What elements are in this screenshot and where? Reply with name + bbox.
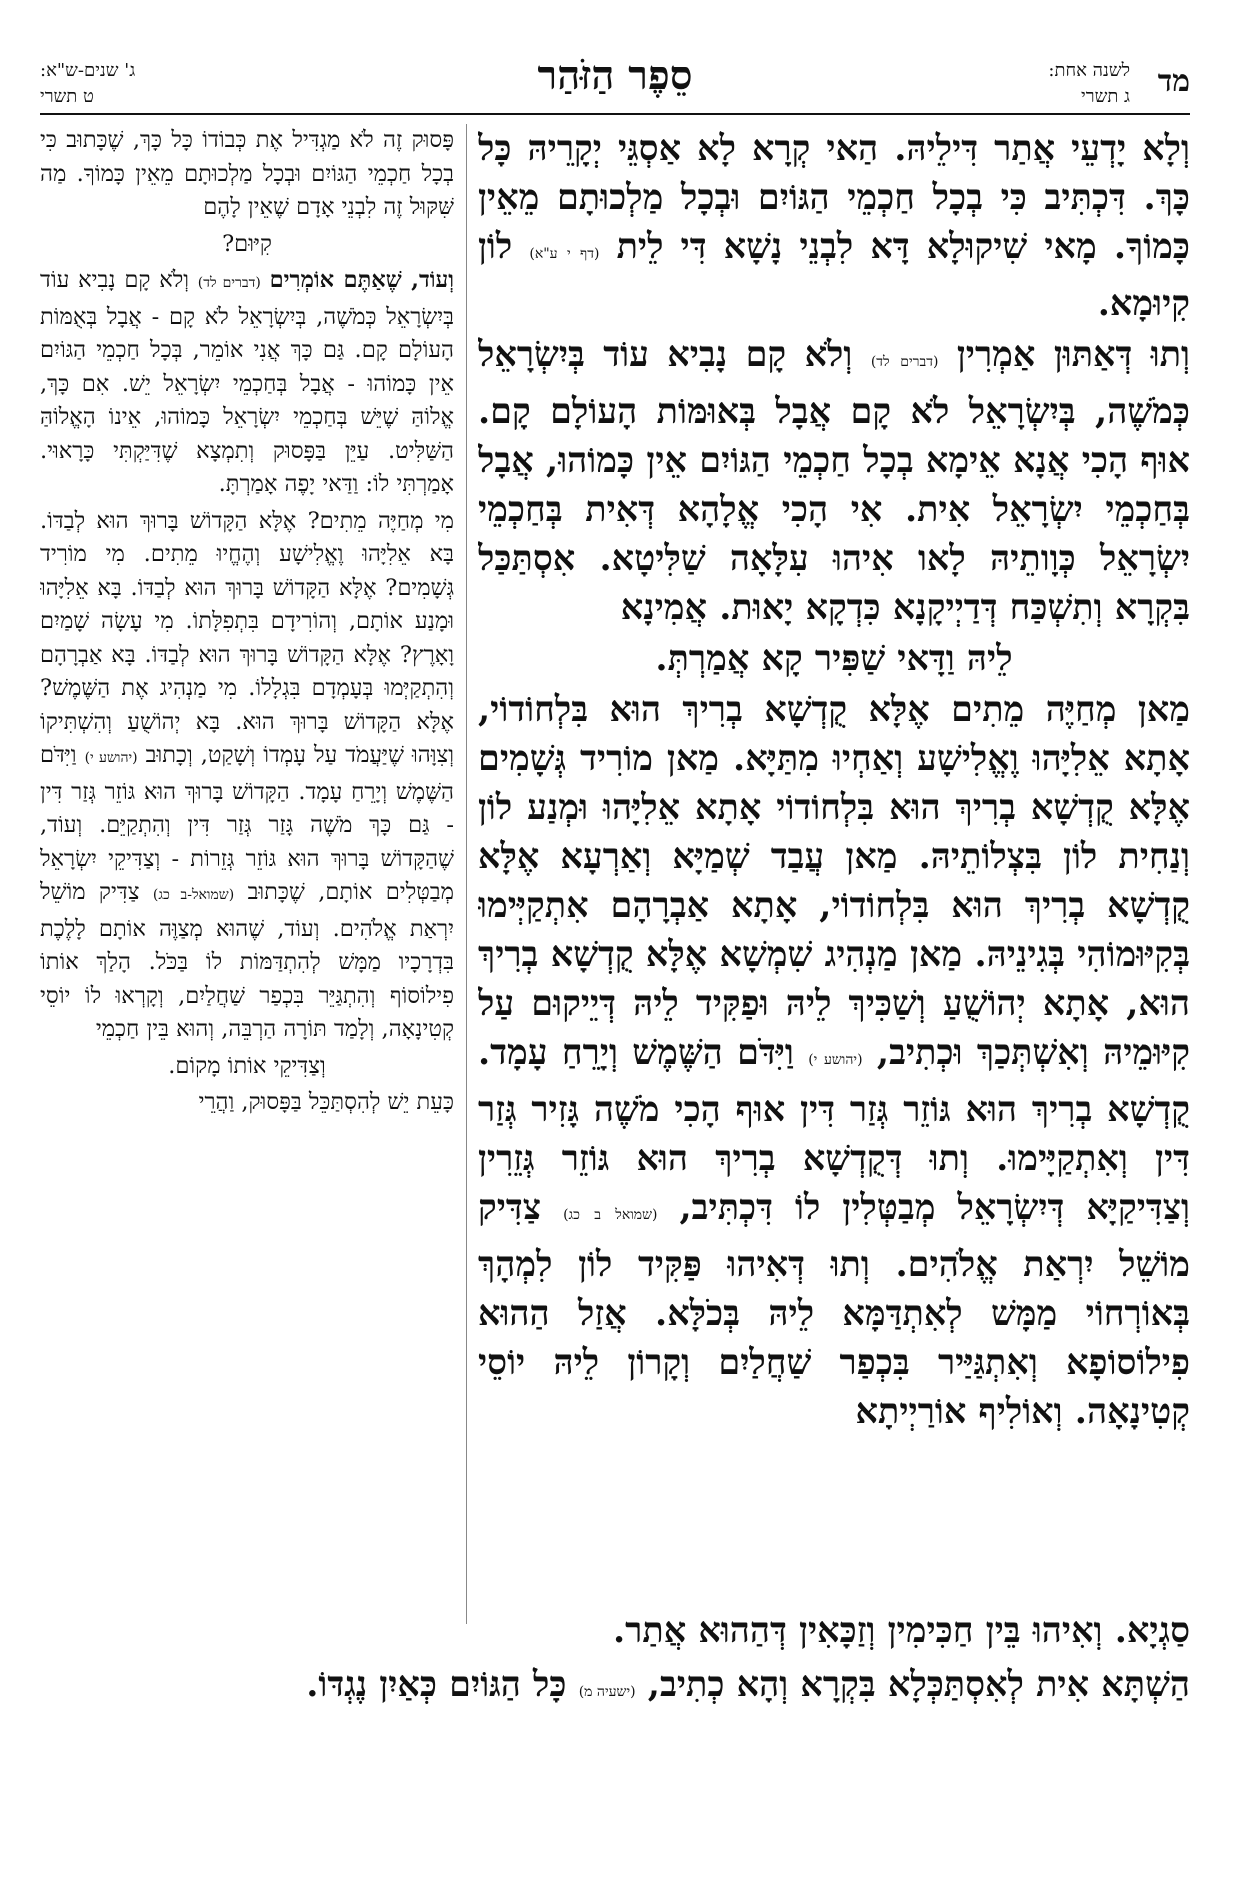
header-divider: [40, 113, 1190, 115]
side-p3-text: מִי מְחַיֶּה מֵתִים? אֶלָּא הַקָּדוֹשׁ בָּרוּךְ הוּא לְבַדּוֹ. בָּא אֵלִיָּהוּ וֶאֱלִישָׁע וְהֶחֱיוּ מֵתִים. מִי מוֹרִיד גְּשָׁמִים? אֶלָּא הַקָּדוֹשׁ בָּרוּךְ הוּא לְבַדּוֹ. בָּא אֵלִיָּהוּ וּמָנַע אוֹתָם, וְהוֹרִידָם בִּתְפִלָּתוֹ. מִי עָשָׂה שָׁמַיִם וָאָרֶץ? אֶלָּא הַקָּדוֹשׁ בָּרוּךְ הוּא לְבַדּוֹ. בָּא אַבְרָהָם וְהִתְקַיְּמוּ בְּעָמְדָם בִּגְלָלוֹ. מִי מַנְהִיג אֶת הַשֶּׁמֶשׁ? אֶלָּא הַקָּדוֹשׁ בָּרוּךְ הוּא. בָּא יְהוֹשֻׁעַ וְהִשְׁתִּיקוֹ וְצִוָּהוּ שֶׁיַּעֲמֹד עַל עָמְדוֹ וְשָׁקַט, וְכָתוּב: [40, 507, 454, 768]
side-paragraph-4: כָּעֵת יֵשׁ לְהִסְתַּכֵּל בַּפָּסוּק, וַהֲרֵי: [198, 1089, 454, 1115]
header-right-line1: לשנה אחת:: [1048, 60, 1130, 81]
page-header: [40, 50, 1190, 110]
book-title: סֵפֶר הַזֹּהַר: [537, 52, 693, 99]
side-p2-text-b: וְלֹא קָם נָבִיא עוֹד בְּיִשְׂרָאֵל כְּמֹשֶׁה, בְּיִשְׂרָאֵל לֹא קָם - אֲבָל בְּאֻמּוֹת הָעוֹלָם קָם. גַּם כָּךְ אֲנִי אוֹמֵר, בְּכָל חַכְמֵי הַגּוֹיִם אֵין כָּמוֹהוּ - אֲבָל בְּחַכְמֵי יִשְׂרָאֵל יֵשׁ. אִם כָּךְ, אֱלוֹהַּ שֶׁיֵּשׁ בְּחַכְמֵי יִשְׂרָאֵל כָּמוֹהוּ, אֵינוֹ הָאֱלוֹהַּ הַשַּׁלִּיט. עַיֵּן בַּפָּסוּק וְתִמְצָא שֶׁדִּיַּקְתִּי כָּרָאוּי. אָמַרְתִּי: [40, 267, 454, 497]
bottom-line-1: סַגְיָא. וְאִיהוּ בֵּין חַכִּימִין וְזַכָּאִין דְּהַהוּא אֲתַר.: [612, 1610, 1190, 1651]
column-divider: [466, 124, 467, 1624]
main-p1-end: לוֹן קִיוּמָא.: [478, 226, 1190, 324]
main-paragraph-3: [478, 685, 1190, 1436]
bottom-line-2: [40, 1660, 1190, 1717]
main-p1-text: וְלָא יָדְעֵי אֲתַר דִּילֵיהּ. הַאי קְרָא לָא אַסְגֵּי יְקָרֵיהּ כָּל כָּךְ. דִּכְתִּיב כִּי בְכָל חַכְמֵי הַגּוֹיִם וּבְכָל מַלְכוּתָם מֵאֵין כָּמוֹךָ. מָאי שִׁיקוּלָא דָּא לִבְנֵי נָשָׁא דִּי לֵית: [478, 128, 1190, 267]
side-paragraph-3: [40, 505, 454, 1047]
bottom-line-2-text-a: הַשְׁתָּא אִית לְאִסְתַּכְּלָא בִּקְרָא וְהָא כְתִיב,: [647, 1664, 1190, 1705]
side-paragraph-2: [40, 264, 454, 502]
side-p2-end: לוֹ: וַדַּאי יָפֶה אָמַרְתָּ.: [218, 471, 390, 497]
side-p3-text-b: וַיִּדֹּם הַשֶּׁמֶשׁ וְיָרֵחַ עָמָד. הַקָּדוֹשׁ בָּרוּךְ הוּא גּוֹזֵר גְּזַר דִּין - גַּם כָּךְ מֹשֶׁה גָּזַר גְּזַר דִּין וְהִתְקַיֵּם. וְעוֹד, שֶׁהַקָּדוֹשׁ בָּרוּךְ הוּא גּוֹזֵר גְּזֵרוֹת - וְצַדִּיקֵי יִשְׂרָאֵל מְבַטְּלִים אוֹתָם, שֶׁכָּתוּב: [40, 742, 454, 905]
bottom-line-2-text-b: כָּל הַגּוֹיִם כְּאַיִן נֶגְדּוֹ.: [306, 1664, 567, 1705]
side-p3-text-c: צַדִּיק מוֹשֵׁל יִרְאַת אֱלֹהִים. וְעוֹד, שֶׁהוּא מְצַוֶּה אוֹתָם לָלֶכֶת בִּדְרָכָיו מַמָּשׁ לְהִתְדַּמּוֹת לוֹ בַּכֹּל. הָלַךְ אוֹתוֹ פִילוֹסוֹף וְהִתְגַּיֵּר בִּכְפַר שַׁחֲלַיִם, וְקָרְאוּ לוֹ יוֹסֵי קְטִינָאָה, וְלָמַד תּוֹרָה הַרְבֵּה, וְהוּא בֵּין חַכְמֵי: [40, 879, 454, 1042]
header-left-line2: ט תשרי: [40, 86, 94, 107]
main-p3-text-b: וַיִּדֹּם הַשֶּׁמֶשׁ וְיָרֵחַ עָמָד. קֻדְשָׁא בְרִיךְ הוּא גּוֹזֵר גְּזַר דִּין אוּף הָכִי מֹשֶׁה גָּזִיר גְּזַר דִּין וְאִתְקַיָּימוּ. וְתוּ דְּקֻדְשָׁא בְרִיךְ הוּא גּוֹזֵר גְּזֵרִין וְצַדִּיקַיָּא דְּיִשְׂרָאֵל מְבַטְּלִין לוֹ דִּכְתִּיב,: [478, 1032, 1190, 1228]
main-p3-source-2: (שמואל ב כג): [563, 1207, 658, 1223]
side-p2-text-a: וְעוֹד, שֶׁאַתֶּם אוֹמְרִים: [269, 267, 454, 293]
main-p2-text-a: וְתוּ דְּאַתּוּן אַמְרִין: [956, 334, 1190, 375]
bottom-line-2-source: (ישעיה מ): [578, 1684, 636, 1700]
side-paragraph-1-end: קִיּוּם?: [222, 230, 272, 257]
main-p1-source: (דף י ע"א): [529, 246, 600, 262]
header-left-line1: ג' שנים-ש"א:: [40, 60, 136, 81]
side-p2-source: (דברים לד): [197, 275, 261, 291]
translation-column: [40, 124, 454, 1644]
main-p2-text-b: וְלֹא קָם נָבִיא עוֹד בְּיִשְׂרָאֵל כְּמֹשֶׁה, בְּיִשְׂרָאֵל לֹא קָם אֲבָל בְּאוּמּוֹת הָעוֹלָם קָם. אוּף הָכִי אֲנָא אֵימָא בְכָל חַכְמֵי הַגּוֹיִם אֵין כָּמוֹהוּ, אֲבָל בְּחַכְמֵי יִשְׂרָאֵל אִית. אִי הָכִי אֱלָהָא דְּאִית בְּחַכְמֵי יִשְׂרָאֵל כְּוָותֵיהּ לָאו אִיהוּ עִלָּאָה שַׁלִּיטָא. אִסְתַּכַּל בִּקְרָא וְתִשְׁכַּח דְּדַיְיקָנָא כִּדְקָא יָאוּת. אֲמִינָא: [478, 334, 1190, 628]
main-p2-source: (דברים לד): [870, 354, 939, 370]
main-p3-source: (יהושע י): [808, 1052, 863, 1068]
side-p1-text: פָּסוּק זֶה לֹא מַגְדִּיל אֶת כְּבוֹדוֹ כָּל כָּךְ, שֶׁכָּתוּב כִּי בְכָל חַכְמֵי הַגּוֹיִם וּבְכָל מַלְכוּתָם מֵאֵין כָּמוֹךָ. מַה שִּׁקּוּל זֶה לִבְנֵי אָדָם שֶׁאֵין לָהֶם: [40, 127, 454, 220]
main-p3-text-c: צַדִּיק מוֹשֵׁל יִרְאַת אֱלֹהִים. וְתוּ דְּאִיהוּ פַּקִּיד לוֹן לִמְהָךְ בְּאוֹרְחוֹי מַמָּשׁ לְאִתְדַּמָּא לֵיהּ בְּכֹלָּא. אֲזַל הַהוּא פִילוֹסוֹפָא וְאִתְגַּיַּיר בִּכְפַר שַׁחֲלַיִם וְקָרוֹן לֵיהּ יוֹסֵי קְטִינָאָה. וְאוֹלִיף אוֹרַיְיתָא: [478, 1187, 1190, 1432]
main-paragraph-2: [478, 330, 1190, 632]
main-text-column: [478, 124, 1190, 1599]
main-paragraph-1: [478, 124, 1190, 328]
page-number: מד: [1157, 64, 1190, 99]
side-p3-source-2: (שמואל-ב כג): [152, 887, 235, 903]
main-p3-text: מַאן מְחַיֶּה מֵתִים אֶלָּא קֻדְשָׁא בְרִיךְ הוּא בִּלְחוֹדוֹי, אָתָא אֵלִיָּהוּ וֶאֱלִישָׁע וְאַחְיוּ מִתַּיָּא. מַאן מוֹרִיד גְּשָׁמִים אֶלָּא קֻדְשָׁא בְרִיךְ הוּא בִּלְחוֹדוֹי אָתָא אֵלִיָּהוּ וּמְנַע לוֹן וְנַחִית לוֹן בִּצְלוֹתֵיהּ. מַאן עֲבַד שְׁמַיָּא וְאַרְעָא אֶלָּא קֻדְשָׁא בְרִיךְ הוּא בִּלְחוֹדוֹי, אָתָא אַבְרָהָם אִתְקַיְּימוּ בְּקִיּוּמוֹהִי בְּגִינֵיהּ. מַאן מַנְהִיג שִׁמְשָׁא אֶלָּא קֻדְשָׁא בְרִיךְ הוּא, אָתָא יְהוֹשֻׁעַ וְשַׁכִּיךְ לֵיהּ וּפַקִּיד לֵיהּ דְּיֵיקוּם עַל קִיּוּמֵיהּ וְאִשְׁתְּכַךְ וּכְתִיב,: [478, 689, 1190, 1073]
side-paragraph-1: [40, 124, 454, 225]
header-right-line2: ג תשרי: [1081, 86, 1130, 107]
side-paragraph-3-end: וְצַדִּיקֵי אוֹתוֹ מָקוֹם.: [168, 1052, 326, 1079]
main-paragraph-2-end: לֵיהּ וַדָּאי שַׁפִּיר קָא אֲמַרְתְּ.: [655, 638, 1013, 679]
header-left-info: [40, 58, 135, 110]
side-p3-source: (יהושע י): [84, 750, 138, 766]
